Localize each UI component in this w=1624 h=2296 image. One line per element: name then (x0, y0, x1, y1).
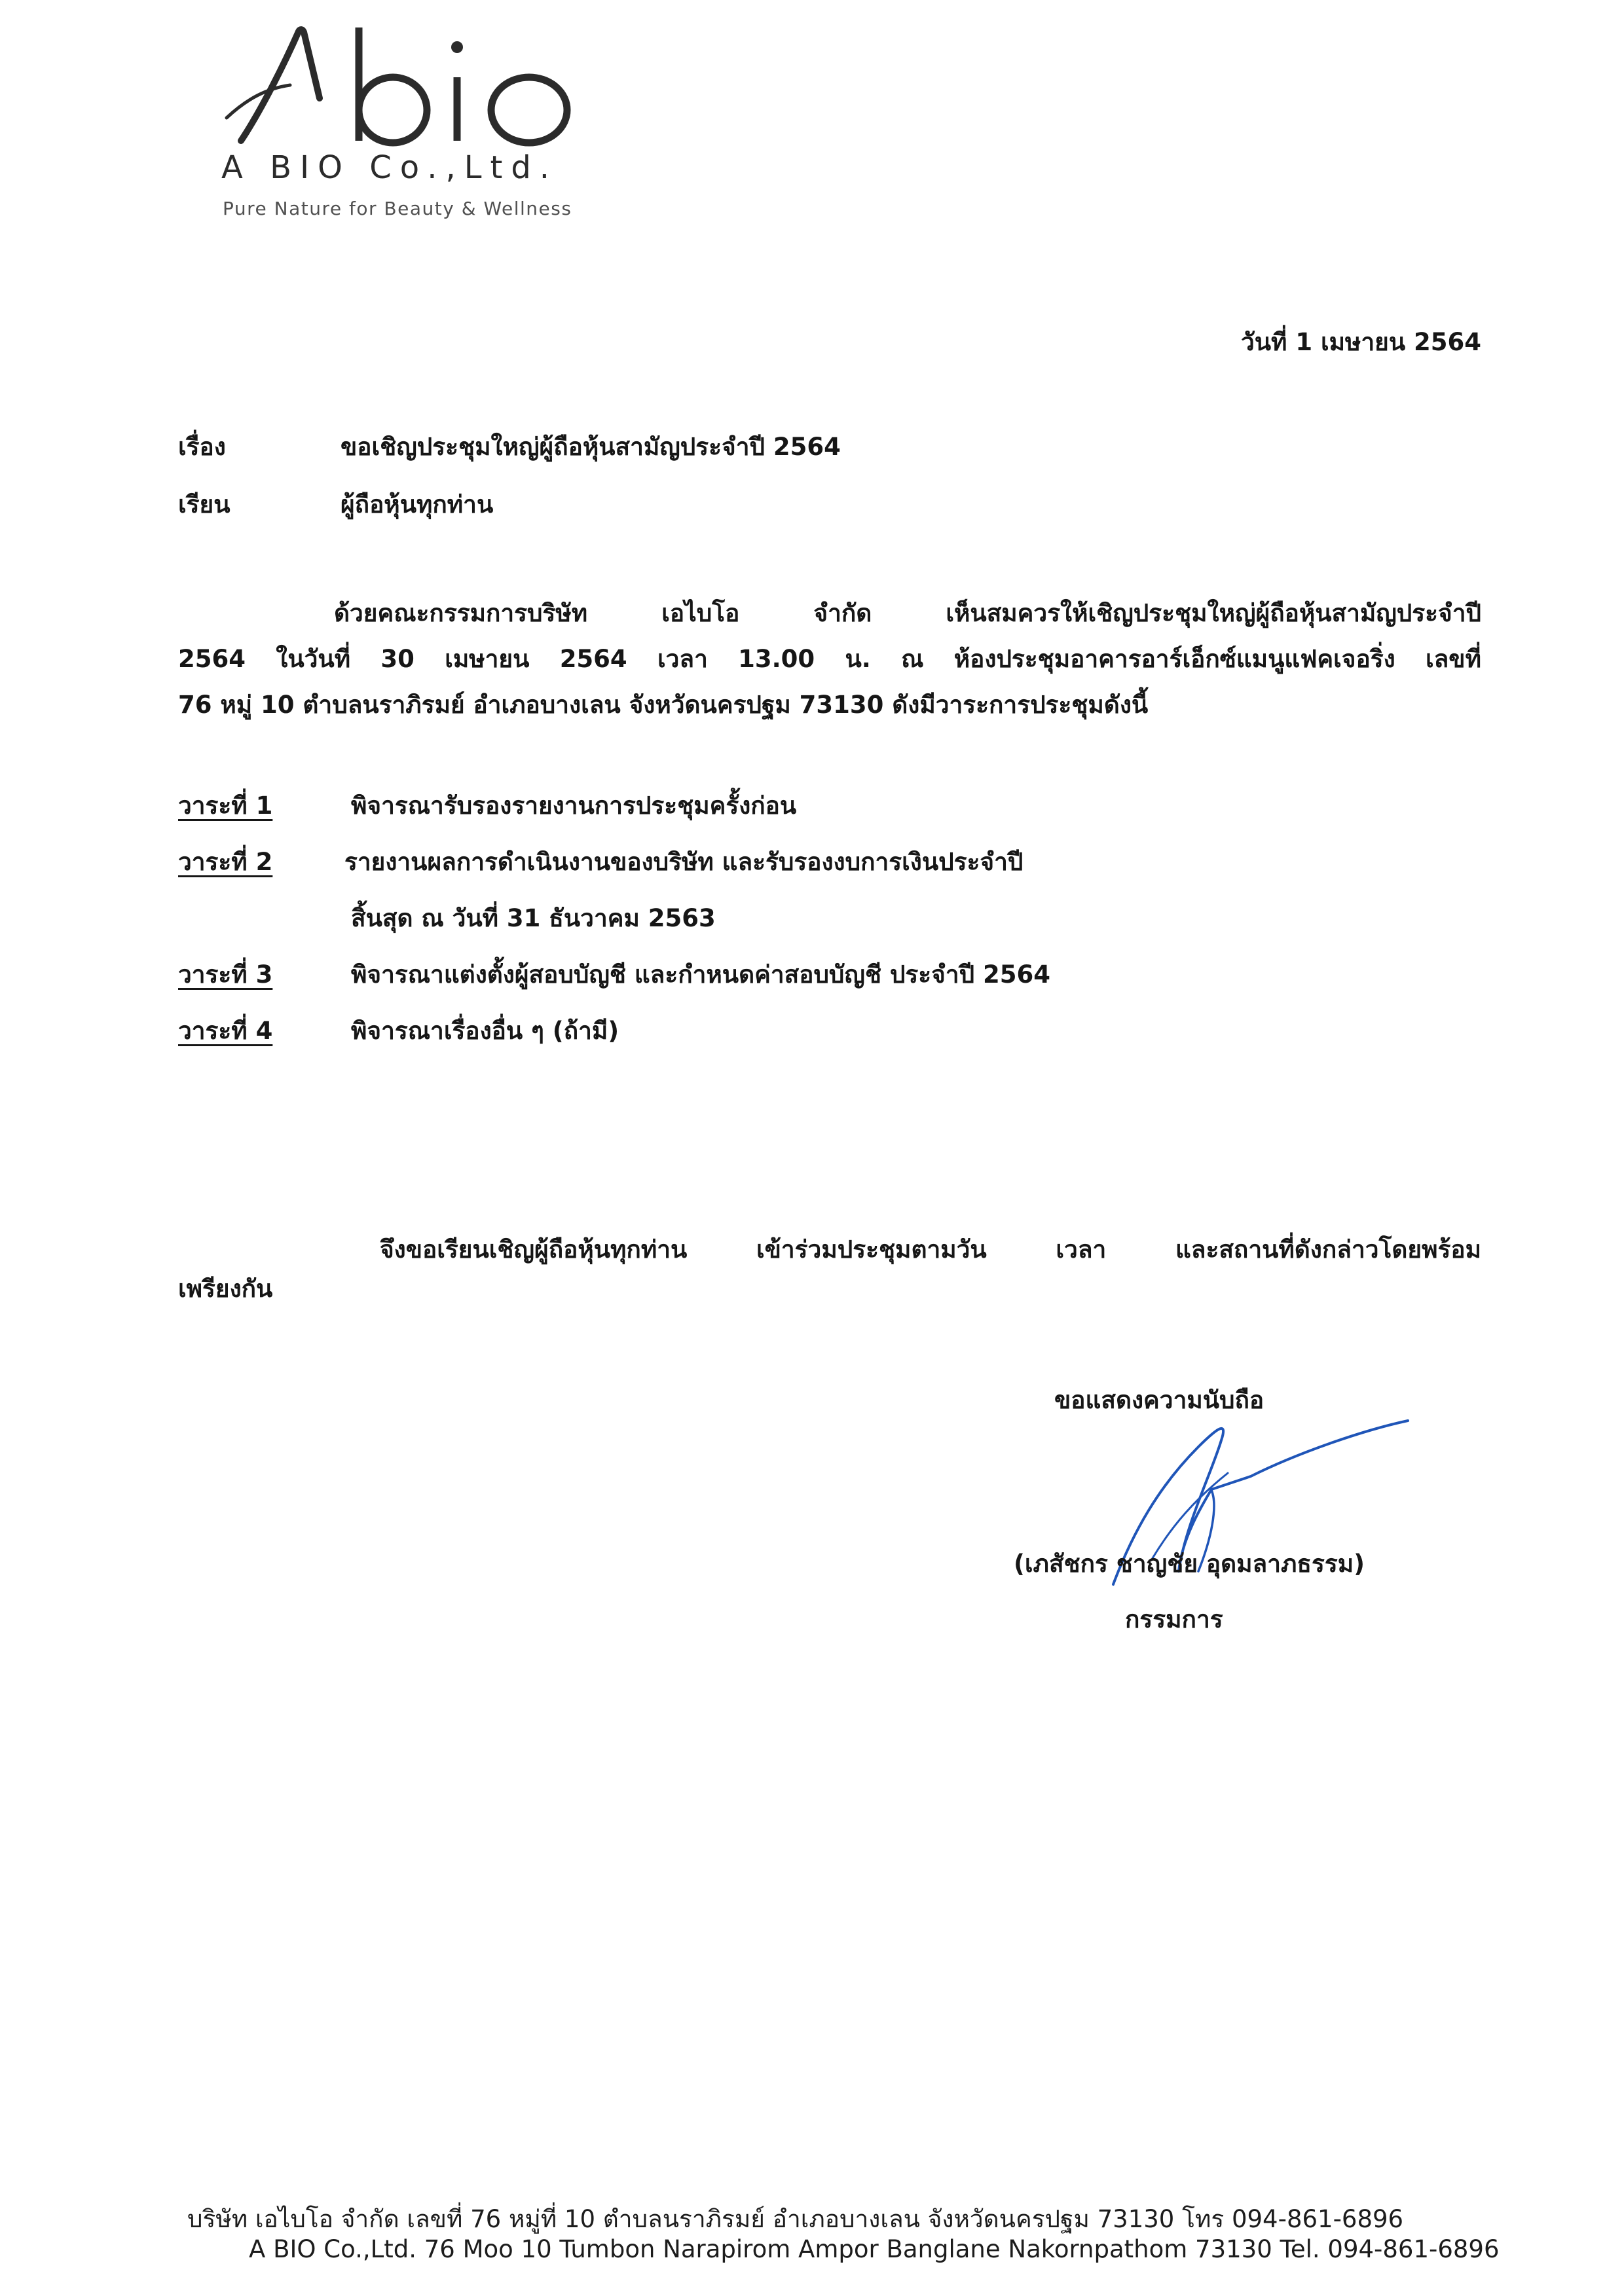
body-word: เวลา (657, 645, 708, 673)
closing-word: เข้าร่วมประชุมตามวัน (756, 1235, 987, 1264)
agenda-text: พิจารณาแต่งตั้งผู้สอบบัญชี และกำหนดค่าสอบบัญชี ประจำปี 2564 (351, 960, 1050, 989)
closing-word: เวลา (1056, 1235, 1107, 1264)
body-word: ในวันที่ (276, 645, 351, 673)
body-word: เลขที่ (1425, 645, 1481, 673)
body-word: ณ (901, 645, 924, 673)
signatory-name: (เภสัชกร ชาญชัย อุดมลาภธรรม) (1014, 1550, 1365, 1578)
closing-line-2: เพรียงกัน (178, 1275, 273, 1303)
footer-address-thai: บริษัท เอไบโอ จำกัด เลขที่ 76 หมู่ที่ 10 ตำบลนราภิรมย์ อำเภอบางเลน จังหวัดนครปฐม 73130 โทร 094-861-6896 (187, 2205, 1404, 2233)
body-word: เอไบโอ (661, 599, 740, 627)
logo-tagline: Pure Nature for Beauty & Wellness (223, 198, 572, 219)
agenda-text: พิจารณารับรองรายงานการประชุมครั้งก่อน (351, 792, 797, 820)
agenda-text: พิจารณาเรื่องอื่น ๆ (ถ้ามี) (351, 1017, 619, 1045)
abio-logo (221, 20, 588, 151)
signatory-title: กรรมการ (1125, 1605, 1223, 1633)
body-word: เมษายน (445, 645, 530, 673)
agenda-number: วาระที่ 3 (178, 960, 273, 989)
body-word: 2564 (559, 645, 627, 673)
body-word: ห้องประชุมอาคารอาร์เอ็กซ์แมนูแฟคเจอริ่ง (953, 645, 1395, 673)
footer-address-english: A BIO Co.,Ltd. 76 Moo 10 Tumbon Narapirom Ampor Banglane Nakornpathom 73130 Tel. 094-861-6896 (249, 2235, 1500, 2263)
body-word: 30 (380, 645, 415, 673)
addressee-text: ผู้ถือหุ้นทุกท่าน (341, 490, 494, 519)
agenda-number: วาระที่ 1 (178, 792, 273, 820)
body-word: น. (845, 645, 871, 673)
body-word: จำกัด (813, 599, 872, 627)
body-line-2 (178, 647, 1481, 671)
closing-line-1 (380, 1237, 1481, 1262)
letter-date: วันที่ 1 เมษายน 2564 (1240, 328, 1481, 356)
subject-text: ขอเชิญประชุมใหญ่ผู้ถือหุ้นสามัญประจำปี 2564 (341, 433, 841, 461)
agenda-text-continuation: สิ้นสุด ณ วันที่ 31 ธันวาคม 2563 (351, 904, 716, 932)
body-word: เห็นสมควรให้เชิญประชุมใหญ่ผู้ถือหุ้นสามัญประจำปี (946, 599, 1481, 627)
agenda-text: รายงานผลการดำเนินงานของบริษัท และรับรองงบการเงินประจำปี (344, 848, 1024, 876)
agenda-number: วาระที่ 2 (178, 848, 273, 876)
agenda-number: วาระที่ 4 (178, 1017, 273, 1045)
addressee-label: เรียน (178, 490, 231, 519)
body-word: 13.00 (738, 645, 815, 673)
salutation: ขอแสดงความนับถือ (1054, 1386, 1264, 1414)
body-word: 2564 (178, 645, 246, 673)
logo-company-name: A BIO Co.,Ltd. (221, 149, 559, 186)
body-word: ด้วยคณะกรรมการบริษัท (334, 599, 588, 627)
closing-word: จึงขอเรียนเชิญผู้ถือหุ้นทุกท่าน (380, 1235, 688, 1264)
closing-word: และสถานที่ดังกล่าวโดยพร้อม (1175, 1235, 1481, 1264)
subject-label: เรื่อง (178, 433, 226, 461)
body-line-3: 76 หมู่ 10 ตำบลนราภิรมย์ อำเภอบางเลน จังหวัดนครปฐม 73130 ดังมีวาระการประชุมดังนี้ (178, 691, 1149, 719)
body-line-1 (334, 601, 1481, 625)
